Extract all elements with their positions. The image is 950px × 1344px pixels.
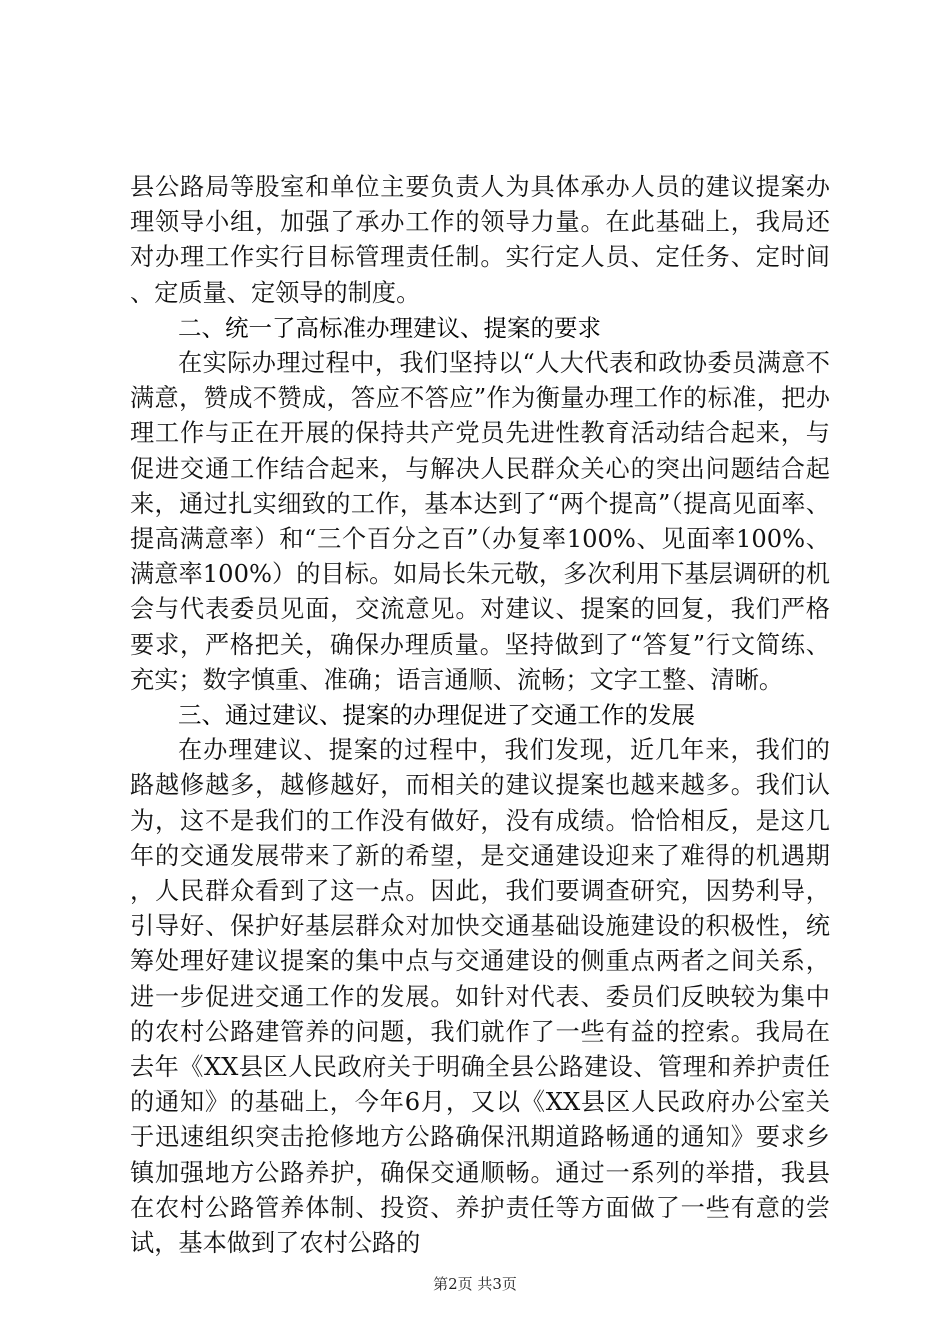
- paragraph-section-3: 在办理建议、提案的过程中，我们发现，近几年来，我们的路越修越多，越修越好，而相关的建议提案也越来越多。我们认为，这不是我们的工作没有做好，没有成绩。恰恰相反，是这几年的交通发展带来了新的希望，是交通建设迎来了难得的机遇期，人民群众看到了这一点。因此，我们要调查研究，因势利导，引导好、保护好基层群众对加快交通基础设施建设的积极性，统筹处理好建议提案的集中点与交通建设的侧重点两者之间关系，进一步促进交通工作的发展。如针对代表、委员们反映较为集中的农村公路建管养的问题，我们就作了一些有益的控索。我局在去年《XX县区人民政府关于明确全县公路建设、管理和养护责任的通知》的基础上，今年6月，又以《XX县区人民政府办公室关于迅速组织突击抢修地方公路确保汛期道路畅通的通知》要求乡镇加强地方公路养护，确保交通顺畅。通过一系列的举措，我县在农村公路管养体制、投资、养护责任等方面做了一些有意的尝试，基本做到了农村公路的: [130, 736, 830, 1258]
- paragraph-section-2: 在实际办理过程中，我们坚持以“人大代表和政协委员满意不满意，赞成不赞成，答应不答应”作为衡量办理工作的标准，把办理工作与正在开展的保持共产党员先进性教育活动结合起来，与促进交通工作结合起来，与解决人民群众关心的突出问题结合起来，通过扎实细致的工作，基本达到了“两个提高”（提高见面率、提高满意率）和“三个百分之百”（办复率100%、见面率100%、满意率100%）的目标。如局长朱元敬，多次利用下基层调研的机会与代表委员见面，交流意见。对建议、提案的回复，我们严格要求，严格把关，确保办理质量。坚持做到了“答复”行文简练、充实；数字慎重、准确；语言通顺、流畅；文字工整、清晰。: [130, 349, 830, 694]
- document-body: [130, 170, 830, 1261]
- paragraph-continued: 县公路局等股室和单位主要负责人为具体承办人员的建议提案办理领导小组，加强了承办工作的领导力量。在此基础上，我局还对办理工作实行目标管理责任制。实行定人员、定任务、定时间、定质量、定领导的制度。: [130, 173, 830, 307]
- section-heading-2: 二、统一了高标准办理建议、提案的要求: [178, 313, 601, 342]
- page-footer: 第2页 共3页: [433, 1275, 517, 1293]
- section-heading-3: 三、通过建议、提案的办理促进了交通工作的发展: [178, 701, 695, 730]
